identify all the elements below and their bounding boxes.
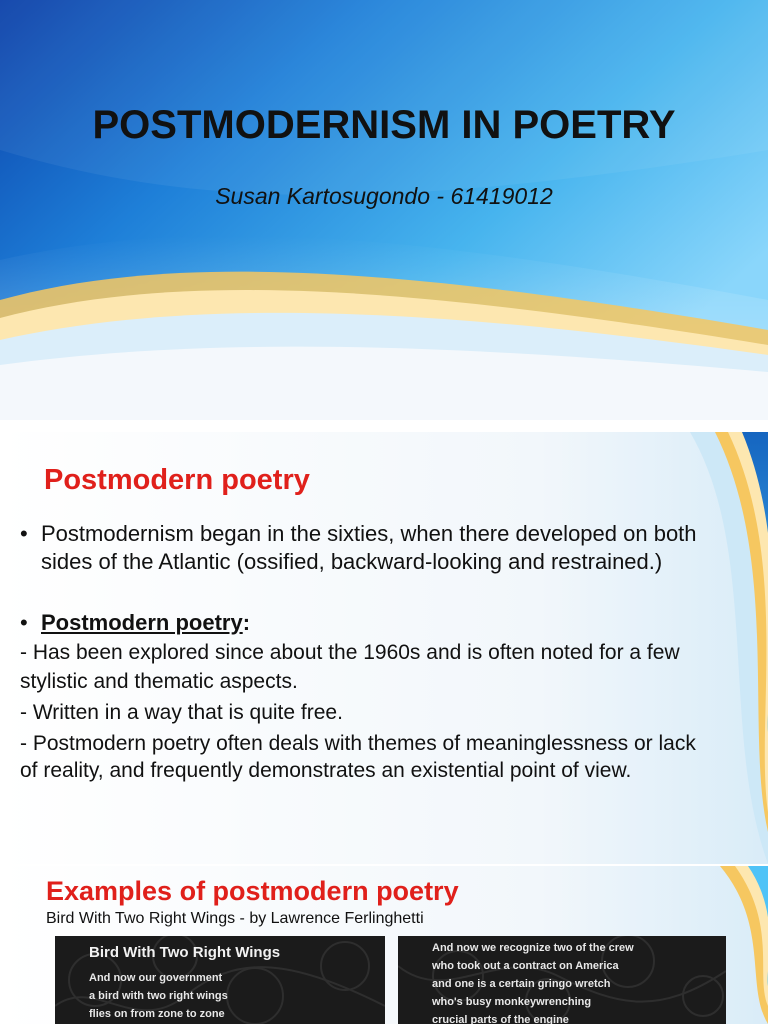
poem-image-right: [398, 936, 726, 1024]
slide-subheading: Bird With Two Right Wings - by Lawrence Ferlinghetti: [46, 910, 424, 927]
bullet-dot-icon: •: [20, 521, 28, 546]
poem-line: And now we recognize two of the crew: [432, 942, 634, 954]
para-line: - Has been explored since about the 1960s and is often noted for a few: [20, 641, 680, 664]
bullet-label-colon: :: [242, 610, 251, 635]
para-line: - Postmodern poetry often deals with themes of meaninglessness or lack: [20, 732, 696, 755]
examples-slide: [0, 866, 768, 1024]
para-line: of reality, and frequently demonstrates an existential point of view.: [20, 759, 632, 782]
bullet-line: sides of the Atlantic (ossified, backward-looking and restrained.): [41, 549, 663, 574]
slide-title: POSTMODERNISM IN POETRY: [92, 103, 676, 147]
poem-line: crucial parts of the engine: [432, 1014, 569, 1024]
slide-heading: Examples of postmodern poetry: [46, 876, 459, 906]
poem-line: And now our government: [89, 972, 223, 984]
poem-image-left: [55, 936, 385, 1024]
poem-line: a bird with two right wings: [89, 990, 228, 1002]
bullet-dot-icon: •: [20, 610, 28, 635]
poem-line: flies on from zone to zone: [89, 1008, 225, 1020]
bullet-label-wrapper: [41, 608, 250, 637]
bullet-label: Postmodern poetry: [41, 610, 243, 635]
title-slide-background: [0, 0, 768, 420]
slide-heading: Postmodern poetry: [44, 464, 310, 496]
poem-title: Bird With Two Right Wings: [89, 944, 281, 961]
title-slide: [0, 0, 768, 420]
slide-subtitle: Susan Kartosugondo - 61419012: [215, 183, 553, 209]
bullet-line: Postmodernism began in the sixties, when there developed on both: [41, 521, 697, 546]
content-slide-postmodern-poetry: [0, 432, 768, 864]
poem-line: who's busy monkeywrenching: [432, 996, 592, 1008]
poem-line: and one is a certain gringo wretch: [432, 978, 611, 990]
para-line: stylistic and thematic aspects.: [20, 670, 298, 693]
poem-line: who took out a contract on America: [432, 960, 619, 972]
para-line: - Written in a way that is quite free.: [20, 701, 343, 724]
